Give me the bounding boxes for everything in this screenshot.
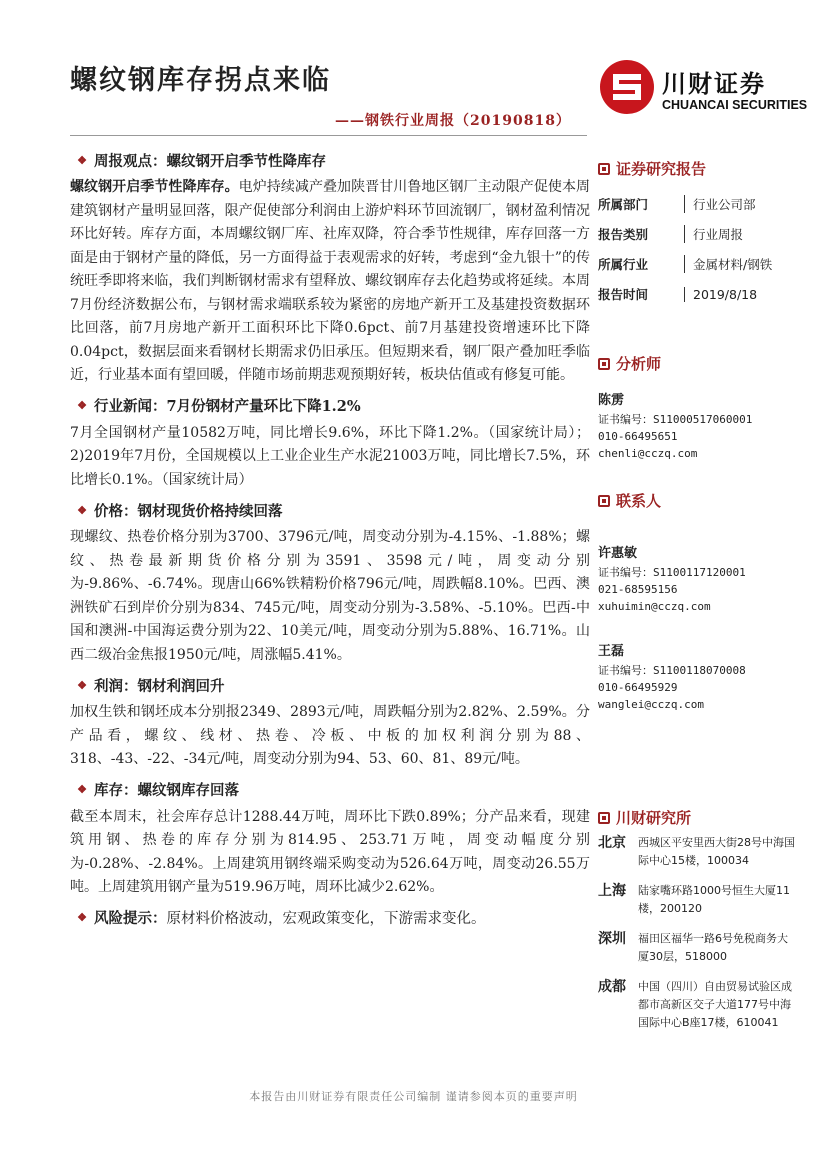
email-link[interactable]: wanglei@cczq.com [598, 698, 704, 711]
contact-card: 王磊 证书编号：S1100118070008 010-66495929 wanglei@cczq.com [598, 643, 798, 713]
section-heading: ❖ 利润：钢材利润回升 [70, 673, 590, 697]
meta-row: 报告时间 2019/8/18 [598, 286, 758, 302]
report-subtitle: ——钢铁行业周报（20190818） [335, 113, 571, 129]
section-price [70, 498, 590, 667]
section-profit [70, 673, 590, 772]
sidebar [598, 158, 798, 1032]
meta-row: 所属行业 金属材料/钢铁 [598, 257, 773, 272]
diamond-bullet-icon: ❖ [77, 503, 87, 517]
office-address: 北京 西城区平安里西大街28号中海国际中心15楼，100034 [598, 835, 795, 867]
diamond-bullet-icon: ❖ [77, 911, 87, 924]
sidebar-heading-institute: 川财研究所 [598, 807, 798, 828]
contact-card: 许惠敏 证书编号：S1100117120001 021-68595156 xuhuimin@cczq.com [598, 545, 798, 615]
section-square-icon [598, 163, 610, 175]
diamond-bullet-icon: ❖ [77, 153, 87, 167]
company-logo [600, 60, 810, 120]
meta-row: 报告类别 行业周报 [598, 227, 744, 242]
logo-chinese-name: 川财证券 [662, 70, 766, 98]
analyst-card: 陈雳 证书编号：S1100051706000​1 010-66495651 chenli@cczq.com [598, 392, 798, 462]
email-link[interactable]: chenli@cczq.com [598, 447, 698, 460]
risk-warning: ❖ 风险提示： 原材料价格波动，宏观政策变化，下游需求变化。 [70, 906, 590, 930]
section-heading: ❖ 周报观点：螺纹钢开启季节性降库存 [70, 148, 590, 172]
section-heading: ❖ 库存：螺纹钢库存回落 [70, 778, 590, 802]
section-square-icon [598, 812, 610, 824]
diamond-bullet-icon: ❖ [77, 399, 87, 412]
section-square-icon [598, 358, 610, 370]
section-paragraph: 7月全国钢材产量10582万吨，同比增长9.6%，环比下降1.2%。（国家统计局）；2)2019年7月份，全国规模以上工业企业生产水泥21003万吨，同比增长7.5%，环比增长0.1%。（国家统计局） [70, 424, 590, 488]
section-paragraph: 现螺纹、热卷价格分别为3700、3796元/吨，周变动分别为-4.15%、-1.88%；螺纹、热卷最新期货价格分别为3591、3598元/吨，周变动分别为-9.86%、-6.74%。现唐山66%铁精粉价格796元/吨，周跌幅8.10%。巴西、澳洲铁矿石到岸价分别为834、745元/吨，周变动分别为-3.58%、-5.10%。巴西-中国和澳洲-中国海运费分别为22、10美元/吨，周变动分别为5.88%、16.71%。山西二级冶金焦报1950元/吨，周涨幅5.41%。 [70, 529, 590, 663]
logo-emblem-icon [600, 60, 654, 114]
title-divider [70, 135, 587, 136]
logo-english-name: CHUANCAI SECURITIES [662, 98, 808, 112]
section-square-icon [598, 495, 610, 507]
diamond-bullet-icon: ❖ [77, 783, 87, 796]
section-inventory [70, 778, 590, 900]
section-paragraph: 截至本周末，社会库存总计1288.44万吨，周环比下跌0.89%；分产品来看，现建筑用钢、热卷的库存分别为814.95、253.71万吨，周变动幅度分别为-0.28%、-2.84%。上周建筑用钢终端采购变动为526.64万吨，周变动26.55万吨。上周建筑用钢产量为519.96万吨，周环比减少2.62%。 [70, 808, 590, 895]
office-address: 成都 中国（四川）自由贸易试验区成都市高新区交子大道177号中海国际中心B座17楼，610041 [598, 979, 792, 1029]
sidebar-heading-report: 证券研究报告 [598, 158, 798, 179]
section-outlook [70, 148, 590, 388]
meta-row: 所属部门 行业公司部 [598, 197, 756, 212]
email-link[interactable]: xuhuimin@cczq.com [598, 600, 711, 613]
section-paragraph: 加权生铁和钢坯成本分别报2349、2893元/吨，周跌幅分别为2.82%、2.59%。分产品看，螺纹、线材、热卷、冷板、中板的加权利润分别为88、318、-43、-22、-34元/吨，周变动分别为94、53、60、81、89元/吨。 [70, 704, 590, 767]
section-heading: ❖ 行业新闻：7月份钢材产量环比下降1.2% [70, 394, 590, 418]
page-footer: 本报告由川财证券有限责任公司编制 谨请参阅本页的重要声明 [249, 1090, 578, 1103]
diamond-bullet-icon: ❖ [77, 678, 87, 692]
sidebar-heading-contacts: 联系人 [598, 490, 798, 511]
office-address: 深圳 福田区福华一路6号免税商务大厦30层，518000 [598, 931, 788, 963]
section-news [70, 394, 590, 493]
report-title: 螺纹钢库存拐点来临 [70, 65, 331, 96]
sidebar-heading-analyst: 分析师 [598, 353, 798, 374]
main-content [70, 148, 590, 930]
office-address: 上海 陆家嘴环路1000号恒生大厦11楼，200120 [598, 883, 790, 915]
section-paragraph: 螺纹钢开启季节性降库存。电炉持续减产叠加陕晋甘川鲁地区钢厂主动限产促使本周建筑钢材产量明显回落，限产促使部分利润由上游炉料环节回流钢厂，钢材盈利情况环比好转。库存方面，本周螺纹钢厂库、社库双降，符合季节性规律，库存回落一方面是由于钢材产量的降低，另一方面得益于表观需求的好转，考虑到“金九银十”的传统旺季即将来临，我们判断钢材需求有望释放、螺纹钢库存去化趋势或将延续。本周7月份经济数据公布，与钢材需求端联系较为紧密的房地产新开工及基建投资数据环比回落，前7月房地产新开工面积环比下降0.6pct、前7月基建投资增速环比下降0.04pct，数据层面来看钢材长期需求仍旧承压。但短期来看，钢厂限产叠加旺季临近，行业基本面有望回暖，伴随市场前期悲观预期好转，板块估值或有修复可能。 [70, 179, 591, 383]
section-heading: ❖ 价格：钢材现货价格持续回落 [70, 498, 590, 522]
